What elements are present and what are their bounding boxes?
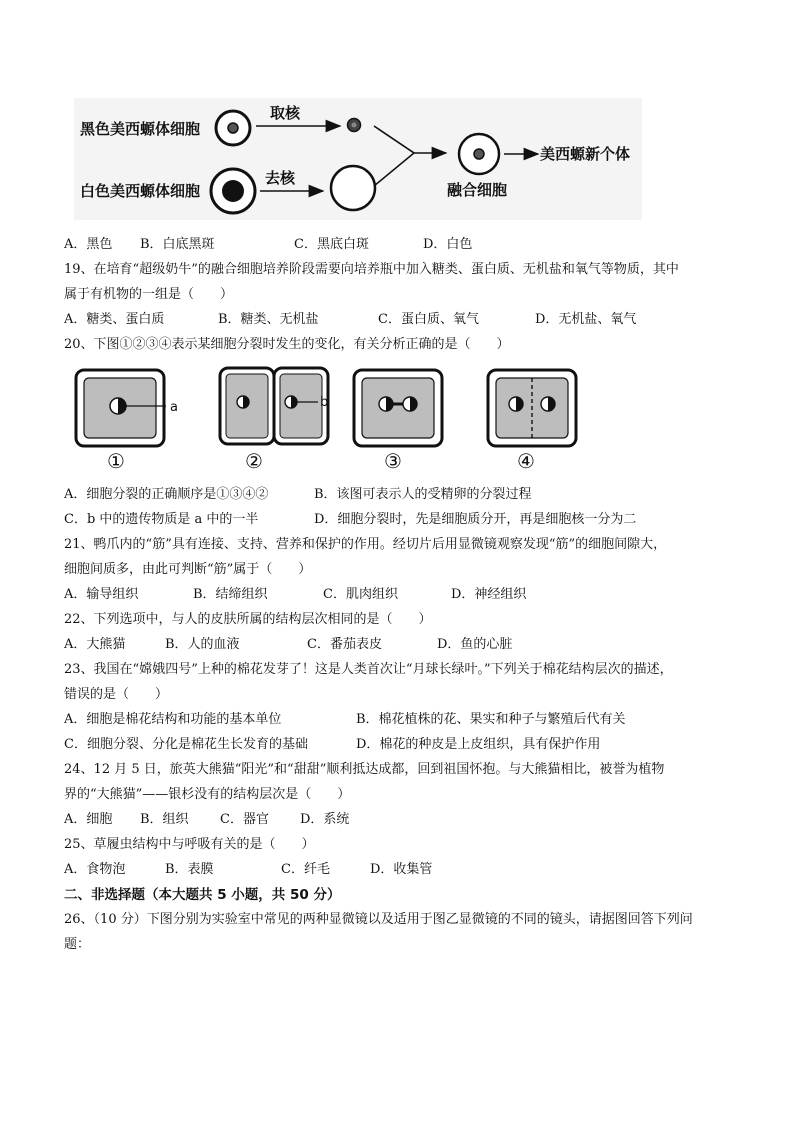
q25-option-a[interactable]: A．食物泡 (64, 862, 126, 877)
label-fused-cell: 融合细胞 (447, 181, 508, 199)
q25-option-d[interactable]: D．收集管 (370, 862, 433, 877)
q19-option-c[interactable]: C．蛋白质、氧气 (378, 312, 479, 327)
stage-number-3: ③ (384, 449, 402, 473)
q19-option-b[interactable]: B．糖类、无机盐 (218, 312, 319, 327)
label-black-salamander: 黑色美西螈体细胞 (80, 120, 201, 138)
q25-option-b[interactable]: B．表膜 (165, 862, 214, 877)
fused-cell (459, 134, 499, 174)
q23-option-d[interactable]: D．棉花的种皮是上皮组织，具有保护作用 (356, 737, 601, 752)
q18-options (64, 236, 664, 254)
q22-option-d[interactable]: D．鱼的心脏 (437, 637, 513, 652)
q19-stem-line1: 19、在培育“超级奶牛”的融合细胞培养阶段需要向培养瓶中加入糖类、蛋白质、无机盐和氧气等物质，其中 (64, 262, 679, 277)
stage-number-4: ④ (517, 449, 535, 473)
q22-option-b[interactable]: B．人的血液 (165, 637, 240, 652)
q21-options (64, 586, 664, 604)
q18-option-a[interactable]: A．黑色 (64, 237, 113, 252)
division-stage-4 (488, 370, 576, 446)
q23-option-a[interactable]: A．细胞是棉花结构和功能的基本单位 (64, 712, 282, 727)
white-body-cell (211, 169, 255, 213)
q19-stem-line2: 属于有机物的一组是（ ） (64, 287, 234, 302)
label-b: b (320, 395, 329, 410)
q18-option-d[interactable]: D．白色 (423, 237, 473, 252)
q21-option-d[interactable]: D．神经组织 (451, 587, 527, 602)
q25-option-c[interactable]: C．纤毛 (281, 862, 330, 877)
black-body-cell (216, 111, 250, 145)
label-new-individual: 美西螈新个体 (540, 145, 631, 163)
q22-options (64, 636, 664, 654)
q21-option-a[interactable]: A．输导组织 (64, 587, 139, 602)
q22-option-a[interactable]: A．大熊猫 (64, 637, 126, 652)
cell-division-figure (70, 364, 590, 474)
stage-number-1: ① (107, 449, 125, 473)
salamander-fusion-figure (74, 98, 642, 220)
label-a: a (170, 400, 178, 415)
q18-option-b[interactable]: B．白底黑斑 (140, 237, 215, 252)
q20-stem: 20、下图①②③④表示某细胞分裂时发生的变化，有关分析正确的是（ ） (64, 337, 510, 352)
q23-option-b[interactable]: B．棉花植株的花、果实和种子与繁殖后代有关 (356, 712, 626, 727)
division-stage-1 (76, 370, 166, 446)
q23-option-c[interactable]: C．细胞分裂、分化是棉花生长发育的基础 (64, 737, 308, 752)
q24-option-c[interactable]: C．器官 (220, 812, 269, 827)
section-2-heading: 二、非选择题（本大题共 5 小题，共 50 分） (64, 887, 341, 903)
q24-option-a[interactable]: A．细胞 (64, 812, 113, 827)
q24-options (64, 811, 664, 829)
q24-option-b[interactable]: B．组织 (140, 812, 189, 827)
extracted-nucleus (348, 119, 361, 132)
q20-option-a[interactable]: A．细胞分裂的正确顺序是①③④② (64, 487, 269, 502)
q20-option-c[interactable]: C．b 中的遗传物质是 a 中的一半 (64, 512, 259, 527)
division-stage-2 (220, 368, 328, 444)
q20-option-d[interactable]: D．细胞分裂时，先是细胞质分开，再是细胞核一分为二 (314, 512, 637, 527)
q19-option-a[interactable]: A．糖类、蛋白质 (64, 312, 165, 327)
q21-option-c[interactable]: C．肌肉组织 (323, 587, 398, 602)
division-stage-3 (354, 370, 442, 446)
q22-stem: 22、下列选项中，与人的皮肤所属的结构层次相同的是（ ） (64, 612, 432, 627)
q19-options (64, 311, 704, 329)
q24-stem-line1: 24、12 月 5 日，旅英大熊猫“阳光”和“甜甜”顺利抵达成都，回到祖国怀抱。与大熊猫相比，被誉为植物 (64, 762, 665, 777)
q18-option-c[interactable]: C．黑底白斑 (294, 237, 369, 252)
q20-options-row1 (64, 486, 704, 504)
enucleated-cell (331, 166, 375, 210)
q21-option-b[interactable]: B．结缔组织 (193, 587, 268, 602)
label-white-salamander: 白色美西螈体细胞 (80, 182, 201, 200)
q25-options (64, 861, 664, 879)
q22-option-c[interactable]: C．番茄表皮 (307, 637, 382, 652)
q26-stem-line2: 题： (64, 937, 91, 952)
q25-stem: 25、草履虫结构中与呼吸有关的是（ ） (64, 837, 315, 852)
label-remove-nucleus: 去核 (265, 169, 296, 187)
stage-number-2: ② (245, 449, 263, 473)
q26-stem-line1: 26、（10 分）下图分别为实验室中常见的两种显微镜以及适用于图乙显微镜的不同的镜头，请据图回答下列问 (64, 912, 693, 927)
q21-stem-line2: 细胞间质多，由此可判断“筋”属于（ ） (64, 562, 312, 577)
q23-options-row1 (64, 711, 714, 729)
q21-stem-line1: 21、鸭爪内的“筋”具有连接、支持、营养和保护的作用。经切片后用显微镜观察发现“筋”的细胞间隙大， (64, 537, 667, 552)
q23-stem-line1: 23、我国在“嫦娥四号”上种的棉花发芽了！这是人类首次让“月球长绿叶。”下列关于棉花结构层次的描述， (64, 662, 673, 677)
label-take-nucleus: 取核 (270, 104, 301, 122)
q24-option-d[interactable]: D．系统 (300, 812, 350, 827)
q20-option-b[interactable]: B．该图可表示人的受精卵的分裂过程 (314, 487, 532, 502)
q19-option-d[interactable]: D．无机盐、氧气 (535, 312, 637, 327)
q23-stem-line2: 错误的是（ ） (64, 687, 169, 702)
q24-stem-line2: 界的“大熊猫”——银杉没有的结构层次是（ ） (64, 787, 351, 802)
q23-options-row2 (64, 736, 714, 754)
q20-options-row2 (64, 511, 704, 529)
